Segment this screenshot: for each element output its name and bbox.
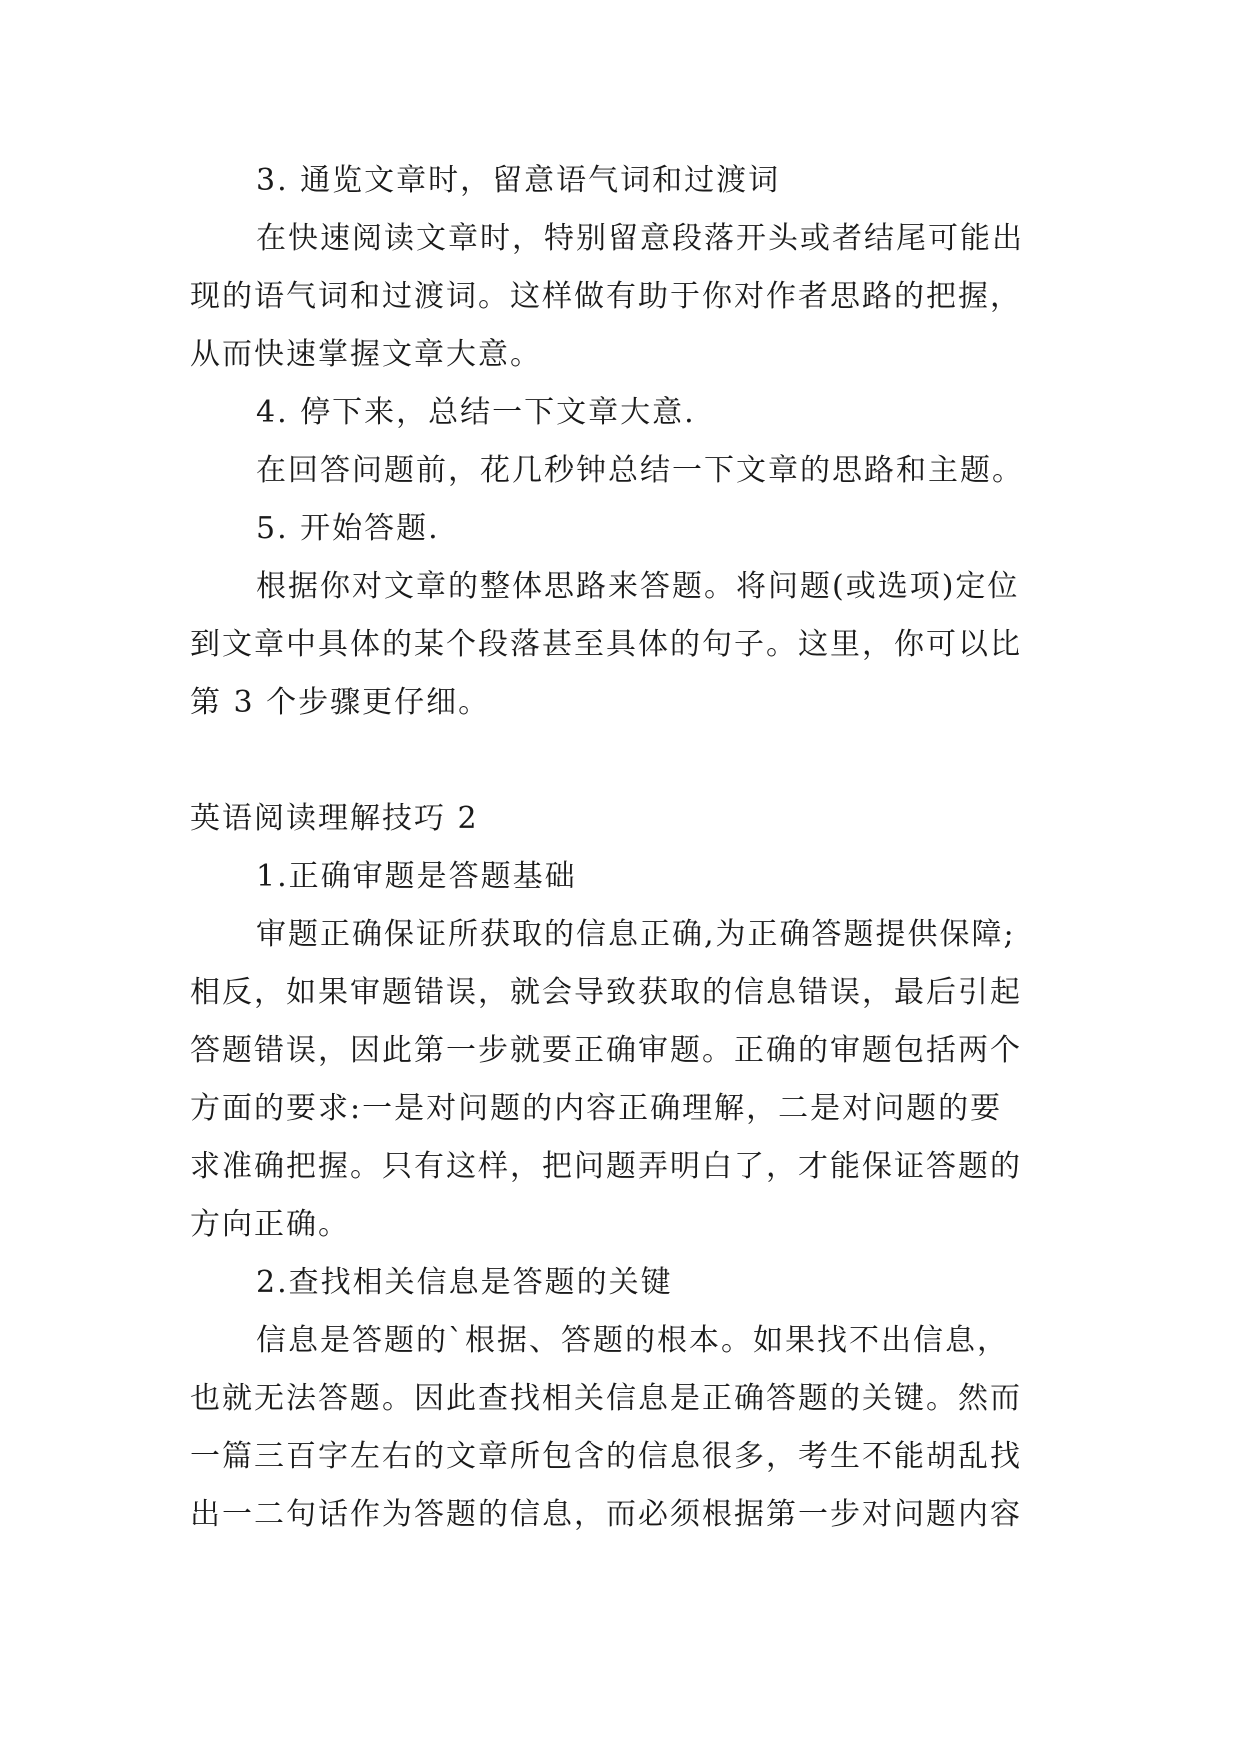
- step-4-heading: 4. 停下来，总结一下文章大意.: [256, 395, 696, 430]
- section-spacer: [190, 732, 1060, 790]
- paragraph-line: 第 3 个步骤更仔细。: [190, 685, 491, 720]
- paragraph-line: 到文章中具体的某个段落甚至具体的句子。这里，你可以比: [190, 627, 1022, 662]
- paragraph-line: 出一二句话作为答题的信息，而必须根据第一步对问题内容: [190, 1497, 1022, 1532]
- tip-1-heading: 1.正确审题是答题基础: [256, 859, 577, 894]
- paragraph-line: 方向正确。: [190, 1207, 350, 1242]
- paragraph-line: 审题正确保证所获取的信息正确,为正确答题提供保障;: [256, 917, 1016, 952]
- paragraph-line: 根据你对文章的整体思路来答题。将问题(或选项)定位: [256, 569, 1020, 604]
- paragraph-line: 相反，如果审题错误，就会导致获取的信息错误，最后引起: [190, 975, 1022, 1010]
- paragraph-line: 在回答问题前，花几秒钟总结一下文章的思路和主题。: [256, 453, 1024, 488]
- paragraph-line: 答题错误，因此第一步就要正确审题。正确的审题包括两个: [190, 1033, 1022, 1068]
- section-title: 英语阅读理解技巧 2: [190, 801, 479, 836]
- paragraph-line: 现的语气词和过渡词。这样做有助于你对作者思路的把握，: [190, 279, 1022, 314]
- tip-2-heading: 2.查找相关信息是答题的关键: [256, 1265, 673, 1300]
- step-3-heading: 3. 通览文章时，留意语气词和过渡词: [256, 163, 781, 198]
- paragraph-line: 从而快速掌握文章大意。: [190, 337, 542, 372]
- paragraph-line: 在快速阅读文章时，特别留意段落开头或者结尾可能出: [256, 221, 1024, 256]
- paragraph-line: 求准确把握。只有这样，把问题弄明白了，才能保证答题的: [190, 1149, 1022, 1184]
- paragraph-line: 信息是答题的`根据、答题的根本。如果找不出信息，: [256, 1323, 1009, 1358]
- paragraph-line: 一篇三百字左右的文章所包含的信息很多，考生不能胡乱找: [190, 1439, 1022, 1474]
- document-page: [190, 152, 1060, 1544]
- step-5-heading: 5. 开始答题.: [256, 511, 440, 546]
- paragraph-line: 也就无法答题。因此查找相关信息是正确答题的关键。然而: [190, 1381, 1022, 1416]
- paragraph-line: 方面的要求:一是对问题的内容正确理解，二是对问题的要: [190, 1091, 1003, 1126]
